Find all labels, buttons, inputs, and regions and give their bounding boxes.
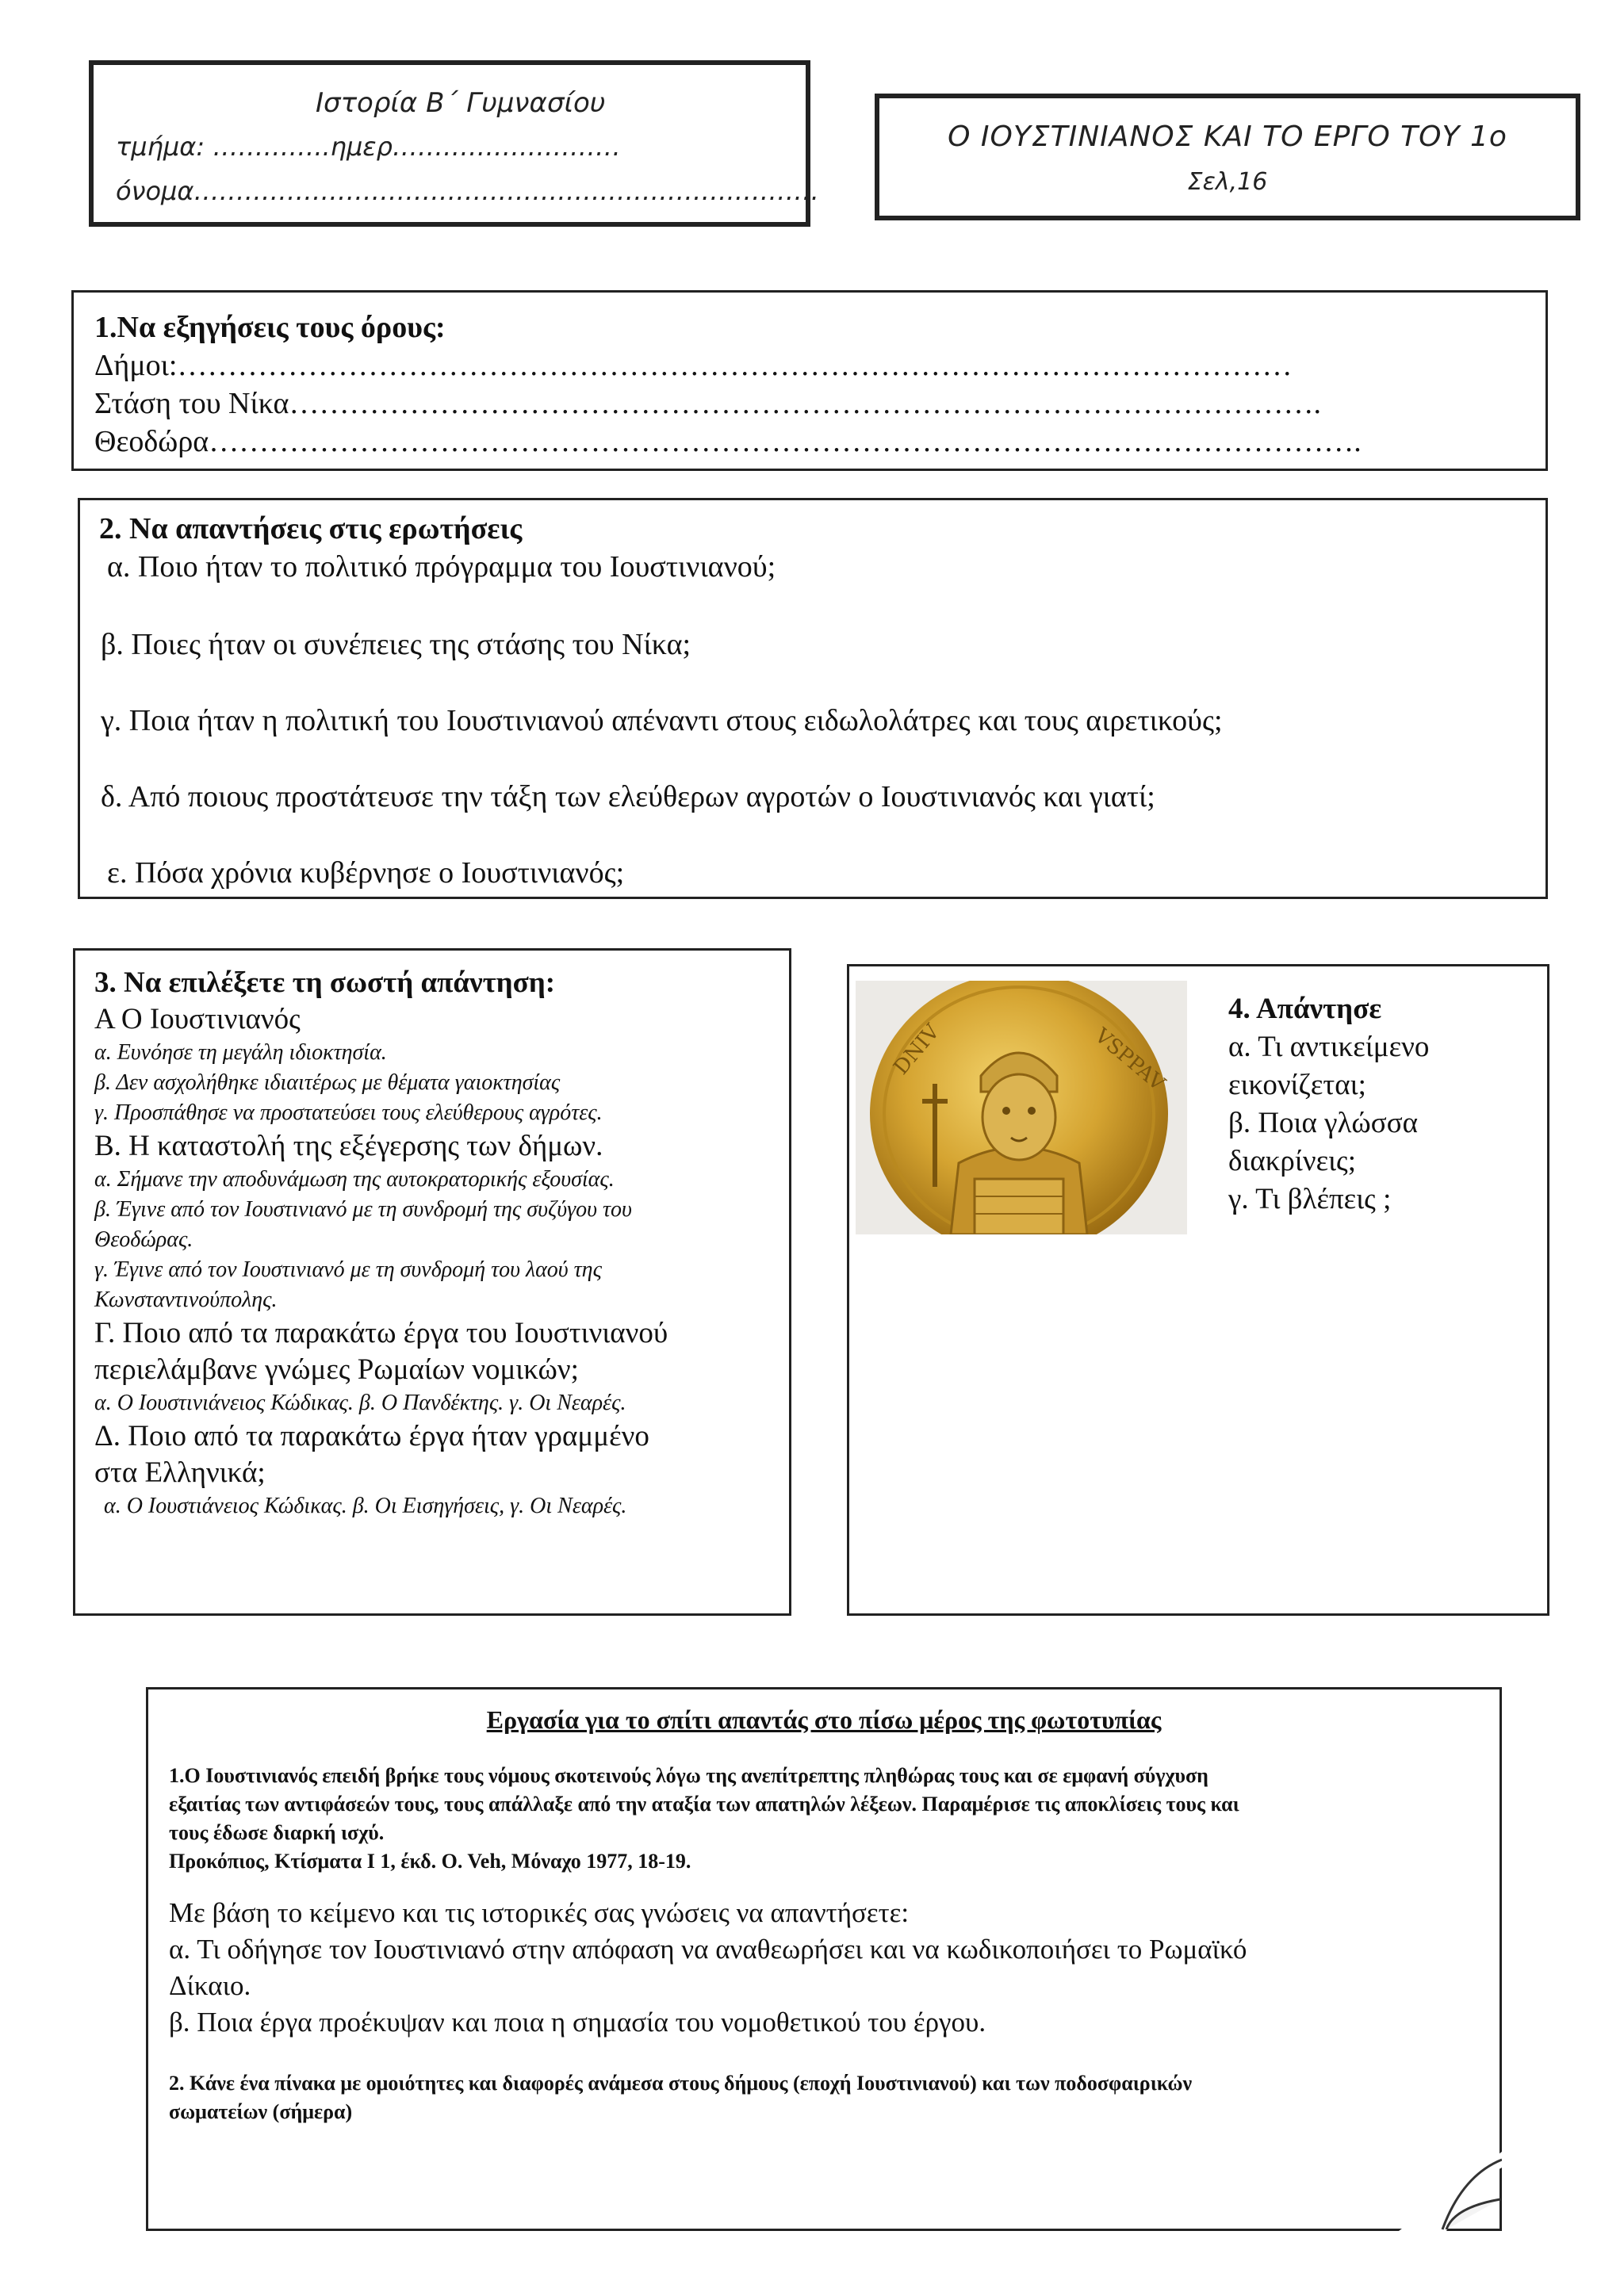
section-questions bbox=[78, 498, 1548, 899]
coin-question-c: γ. Τι βλέπεις ; bbox=[1228, 1183, 1392, 1215]
question-c-options[interactable]: α. Ο Ιουστινιάνειος Κώδικας. β. Ο Πανδέκτης. γ. Οι Νεαρές. bbox=[94, 1391, 626, 1415]
homework-prompt: Με βάση το κείμενο και τις ιστορικές σας γνώσεις να απαντήσετε: bbox=[169, 1897, 910, 1928]
option-a-b[interactable]: β. Δεν ασχολήθηκε ιδιαιτέρως με θέματα γαιοκτησίας bbox=[94, 1070, 561, 1095]
option-b-b[interactable]: β. Έγινε από τον Ιουστινιανό με τη συνδρομή της συζύγου του bbox=[94, 1197, 632, 1222]
term-demoi[interactable]: Δήμοι:………………………………………………………………………………………………… bbox=[94, 349, 1293, 382]
course-label: Ιστορία Β΄ Γυμνασίου bbox=[316, 87, 606, 119]
svg-text:VSPPAV: VSPPAV bbox=[1090, 1024, 1170, 1096]
page-curl-icon bbox=[1399, 2152, 1502, 2231]
question-a: α. Ποιο ήταν το πολιτικό πρόγραμμα του Ιουστινιανού; bbox=[107, 550, 776, 584]
quote-source: Προκόπιος, Κτίσματα I 1, έκδ. O. Veh, Μόναχο 1977, 18-19. bbox=[169, 1850, 691, 1873]
homework-box bbox=[146, 1687, 1502, 2231]
coin-question-a: α. Τι αντικείμενο bbox=[1228, 1031, 1430, 1063]
coin-question-a-cont: εικονίζεται; bbox=[1228, 1069, 1366, 1101]
homework-question-a: α. Τι οδήγησε τον Ιουστινιανό στην απόφαση να αναθεωρήσει και να κωδικοποιήσει το Ρωμαϊκό bbox=[169, 1934, 1247, 1965]
question-c-title-cont: περιελάμβανε γνώμες Ρωμαίων νομικών; bbox=[94, 1353, 579, 1386]
option-b-c[interactable]: γ. Έγινε από τον Ιουστινιανό με τη συνδρομή του λαού της bbox=[94, 1257, 602, 1282]
section-multiple-choice bbox=[73, 948, 791, 1616]
justinian-coin-image bbox=[856, 981, 1187, 1234]
worksheet-title-box bbox=[875, 94, 1580, 220]
student-name-field[interactable]: όνομα……………………………………………………….………. bbox=[116, 176, 819, 206]
student-info-box bbox=[89, 60, 819, 227]
question-d: δ. Από ποιους προστάτευσε την τάξη των ελεύθερων αγροτών ο Ιουστινιανός και γιατί; bbox=[101, 780, 1155, 813]
section1-heading: 1.Να εξηγήσεις τους όρους: bbox=[94, 311, 446, 344]
coin-question-b-cont: διακρίνεις; bbox=[1228, 1145, 1356, 1177]
option-a-c[interactable]: γ. Προσπάθησε να προστατεύσει τους ελεύθερους αγρότες. bbox=[94, 1100, 603, 1125]
section-terms bbox=[71, 290, 1548, 471]
question-d-title: Δ. Ποιο από τα παρακάτω έργα ήταν γραμμένο bbox=[94, 1420, 649, 1452]
term-nika-riot[interactable]: Στάση του Νίκα…………………………………………………………………………………………. bbox=[94, 387, 1321, 420]
coin-question-b: β. Ποια γλώσσα bbox=[1228, 1107, 1419, 1139]
question-c-title: Γ. Ποιο από τα παρακάτω έργα του Ιουστινιανού bbox=[94, 1317, 668, 1349]
option-b-c-cont: Κωνσταντινούπολης. bbox=[94, 1288, 278, 1312]
option-b-a[interactable]: α. Σήμανε την αποδυνάμωση της αυτοκρατορικής εξουσίας. bbox=[94, 1167, 615, 1192]
question-d-title-cont: στα Ελληνικά; bbox=[94, 1456, 266, 1489]
section3-heading: 3. Να επιλέξετε τη σωστή απάντηση: bbox=[94, 966, 556, 999]
section2-heading: 2. Να απαντήσεις στις ερωτήσεις bbox=[99, 512, 523, 545]
task2-line-2: σωματείων (σήμερα) bbox=[169, 2100, 353, 2123]
question-d-options[interactable]: α. Ο Ιουστιάνειος Κώδικας. β. Οι Εισηγήσεις, γ. Οι Νεαρές. bbox=[104, 1494, 627, 1518]
question-b: β. Ποιες ήταν οι συνέπειες της στάσης του Νίκα; bbox=[101, 628, 691, 661]
section4-heading: 4. Απάντησε bbox=[1228, 993, 1382, 1025]
question-a-title: Α Ο Ιουστινιανός bbox=[94, 1003, 301, 1035]
quote-line-3: τους έδωσε διαρκή ισχύ. bbox=[169, 1821, 385, 1844]
section-coin-image bbox=[847, 964, 1549, 1616]
page-reference: Σελ,16 bbox=[1187, 168, 1268, 196]
question-c: γ. Ποια ήταν η πολιτική του Ιουστινιανού απέναντι στους ειδωλολάτρες και τους αιρετικούς; bbox=[101, 704, 1223, 737]
quote-line-2: εξαιτίας των αντιφάσεών τους, τους απάλλαξε από την αταξία των απατηλών λέξεων. Παραμέρισε τις αποκλίσεις τους και bbox=[169, 1793, 1239, 1816]
worksheet-title: Ο ΙΟΥΣΤΙΝΙΑΝΟΣ ΚΑΙ ΤΟ ΕΡΓΟ ΤΟΥ 1ο bbox=[948, 121, 1507, 153]
option-a-a[interactable]: α. Ευνόησε τη μεγάλη ιδιοκτησία. bbox=[94, 1040, 387, 1065]
term-theodora[interactable]: Θεοδώρα……………………………………………………………………………………………………. bbox=[94, 425, 1362, 458]
class-date-field[interactable]: τμήμα: …………..ημερ……………………… bbox=[116, 132, 621, 162]
svg-text:DNIV: DNIV bbox=[889, 1020, 945, 1080]
question-e: ε. Πόσα χρόνια κυβέρνησε ο Ιουστινιανός; bbox=[107, 856, 625, 890]
homework-question-a-cont: Δίκαιο. bbox=[169, 1970, 251, 2001]
homework-title: Εργασία για το σπίτι απαντάς στο πίσω μέρος της φωτοτυπίας bbox=[486, 1705, 1162, 1734]
quote-line-1: 1.Ο Ιουστινιανός επειδή βρήκε τους νόμους σκοτεινούς λόγω της ανεπίτρεπτης πληθώρας τους και σε εμφανή σύγχυση bbox=[169, 1764, 1208, 1787]
homework-question-b: β. Ποια έργα προέκυψαν και ποια η σημασία του νομοθετικού του έργου. bbox=[169, 2007, 986, 2038]
question-b-title: Β. Η καταστολή της εξέγερσης των δήμων. bbox=[94, 1130, 603, 1162]
option-b-b-cont: Θεοδώρας. bbox=[94, 1227, 193, 1252]
task2-line-1: 2. Κάνε ένα πίνακα με ομοιότητες και διαφορές ανάμεσα στους δήμους (εποχή Ιουστινιανού) και των ποδοσφαιρικών bbox=[169, 2072, 1193, 2095]
